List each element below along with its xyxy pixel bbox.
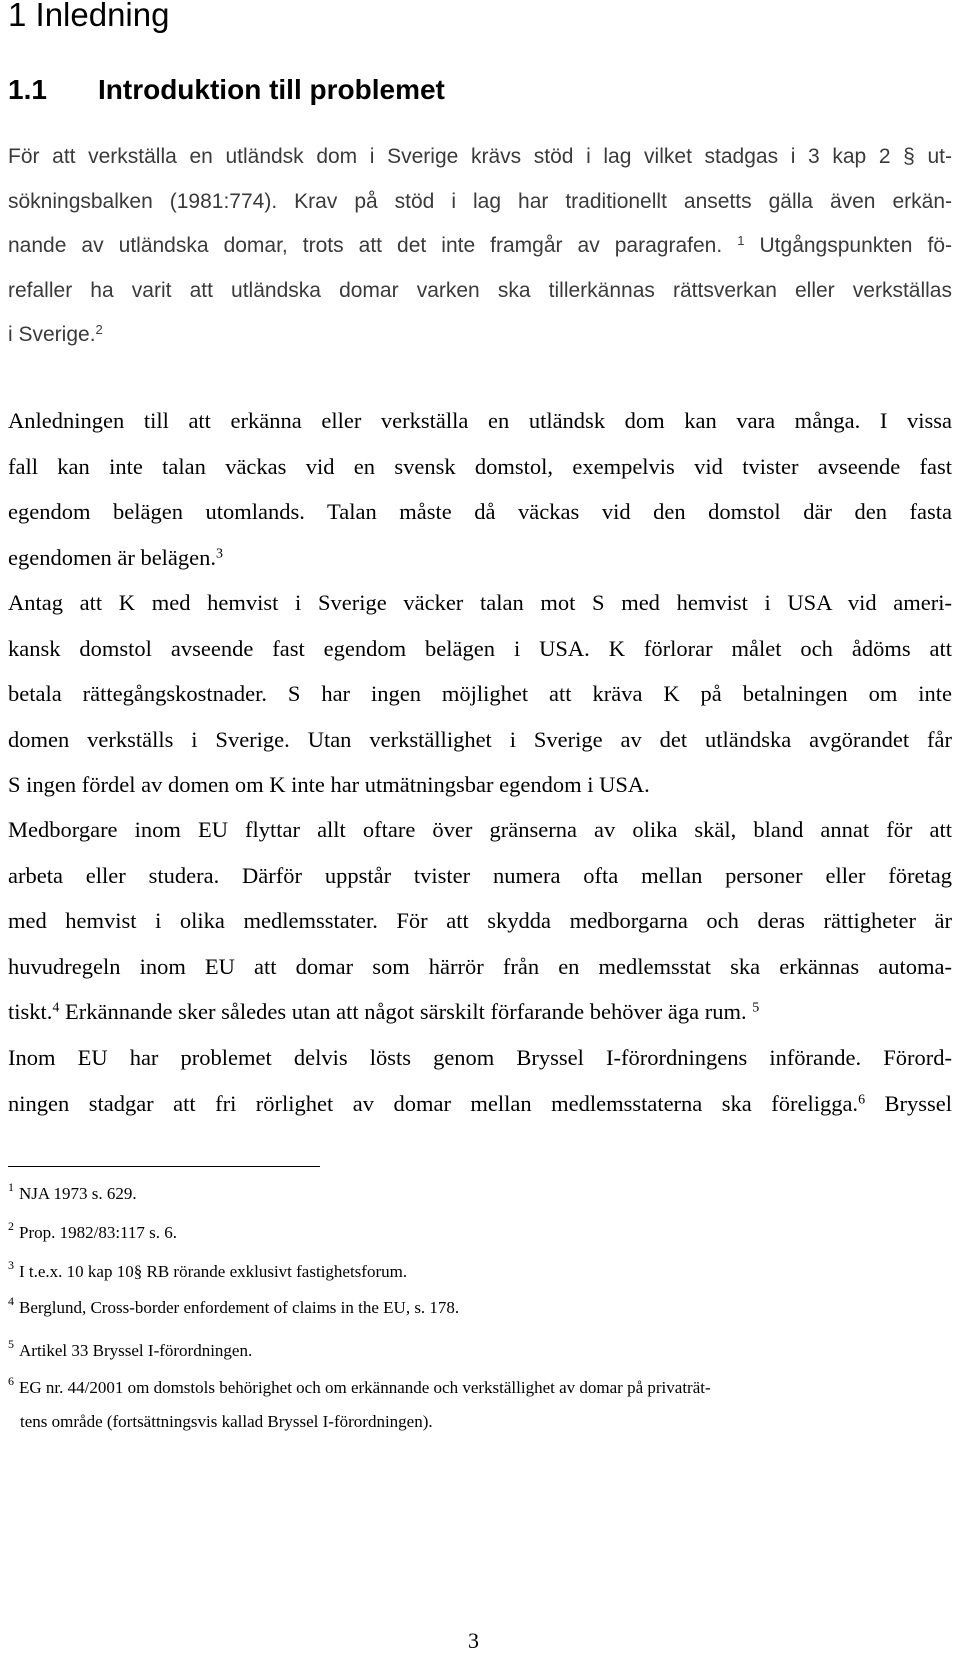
paragraph-line: Inom EU har problemet delvis lösts genom Bryssel I-förordningens införande. Förord- <box>8 1045 952 1070</box>
paragraph-1 <box>8 135 952 358</box>
chapter-title: 1 Inledning <box>8 0 170 33</box>
footnote-ref: 6 <box>858 1091 866 1107</box>
paragraph-line: Antag att K med hemvist i Sverige väcker talan mot S med hemvist i USA vid ameri- <box>8 590 952 615</box>
footnote-ref: 1 <box>737 232 745 248</box>
paragraph-line: i Sverige.$^2$ <box>8 321 103 346</box>
page-number: 3 <box>468 1628 479 1653</box>
footnote-text: Berglund, Cross-border enfordement of claims in the EU, s. 178. <box>19 1298 460 1317</box>
paragraph-line: huvudregeln inom EU att domar som härrör från en medlemsstat ska erkännas automa- <box>8 953 952 979</box>
footnote-text: NJA 1973 s. 629. <box>19 1184 137 1203</box>
paragraph-line: För att verkställa en utländsk dom i Sverige krävs stöd i lag vilket stadgas i 3 kap 2 § ut- <box>8 145 952 168</box>
paragraph-line: sökningsbalken (1981:774). Krav på stöd i lag har traditionellt ansetts gälla även erkän- <box>8 189 952 213</box>
footnote-mark: 3 <box>8 1258 14 1272</box>
footnote-3 <box>8 1258 407 1282</box>
paragraph-line: med hemvist i olika medlemsstater. För att skydda medborgarna och deras rättigheter är <box>8 908 952 933</box>
paragraph-line: S ingen fördel av domen om K inte har utmätningsbar egendom i USA. <box>8 772 650 797</box>
section-title: Introduktion till problemet <box>98 74 445 105</box>
footnote-mark: 6 <box>8 1374 14 1388</box>
footnote-text: Prop. 1982/83:117 s. 6. <box>19 1223 178 1242</box>
footnote-4 <box>8 1294 459 1318</box>
section-number: 1.1 <box>8 74 47 105</box>
footnote-6 <box>8 1374 711 1398</box>
paragraph-3 <box>8 580 952 808</box>
paragraph-line: Medborgare inom EU flyttar allt oftare över gränserna av olika skäl, bland annat för att <box>8 817 952 842</box>
paragraph-line: egendomen är belägen.$^3$ <box>8 544 223 570</box>
footnote-ref: 2 <box>95 321 103 337</box>
paragraph-line: fall kan inte talan väckas vid en svensk domstol, exempelvis vid tvister avseende fast <box>8 453 952 479</box>
footnote-separator <box>8 1166 320 1167</box>
footnote-ref: 4 <box>52 1000 60 1016</box>
paragraph-line: Anledningen till att erkänna eller verkställa en utländsk dom kan vara många. I vissa <box>8 408 952 433</box>
paragraph-line: ningen stadgar att fri rörlighet av domar mellan medlemsstaterna ska föreligga.$^6$ Bryssel <box>8 1090 952 1116</box>
footnote-6-continuation: tens område (fortsättningsvis kallad Bryssel I-förordningen). <box>20 1412 433 1431</box>
paragraph-line: kansk domstol avseende fast egendom belägen i USA. K förlorar målet och ådöms att <box>8 635 952 661</box>
paragraph-4 <box>8 807 952 1035</box>
footnote-text: EG nr. 44/2001 om domstols behörighet och om erkännande och verkställighet av domar på privaträt- <box>19 1378 711 1397</box>
paragraph-line: domen verkställs i Sverige. Utan verkställighet i Sverige av det utländska avgörandet får <box>8 726 952 752</box>
footnote-mark: 1 <box>8 1180 14 1194</box>
footnote-text: I t.e.x. 10 kap 10§ RB rörande exklusivt fastighetsforum. <box>19 1262 408 1281</box>
paragraph-line: egendom belägen utomlands. Talan måste då väckas vid den domstol där den fasta <box>8 499 952 524</box>
paragraph-line: refaller ha varit att utländska domar varken ska tillerkännas rättsverkan eller verkställas <box>8 278 952 302</box>
section-heading <box>8 74 445 106</box>
paragraph-line: arbeta eller studera. Därför uppstår tvister numera ofta mellan personer eller företag <box>8 862 952 888</box>
footnote-5 <box>8 1337 252 1361</box>
footnote-text: Artikel 33 Bryssel I-förordningen. <box>19 1341 253 1360</box>
footnote-mark: 5 <box>8 1337 14 1351</box>
paragraph-2 <box>8 398 952 580</box>
paragraph-5 <box>8 1035 952 1126</box>
footnote-1 <box>8 1180 137 1204</box>
footnote-ref: 3 <box>216 545 223 561</box>
footnote-mark: 4 <box>8 1294 14 1308</box>
paragraph-line: tiskt.$^4$ Erkännande sker således utan att något särskilt förfarande behöver äga rum. $^5$ <box>8 999 760 1024</box>
footnote-ref: 5 <box>752 1000 760 1016</box>
footnote-mark: 2 <box>8 1219 14 1233</box>
paragraph-line: nande av utländska domar, trots att det inte framgår av paragrafen. $^1$ Utgångspunkten fö- <box>8 232 953 257</box>
footnote-2 <box>8 1219 177 1243</box>
paragraph-line: betala rättegångskostnader. S har ingen möjlighet att kräva K på betalningen om inte <box>8 681 952 706</box>
